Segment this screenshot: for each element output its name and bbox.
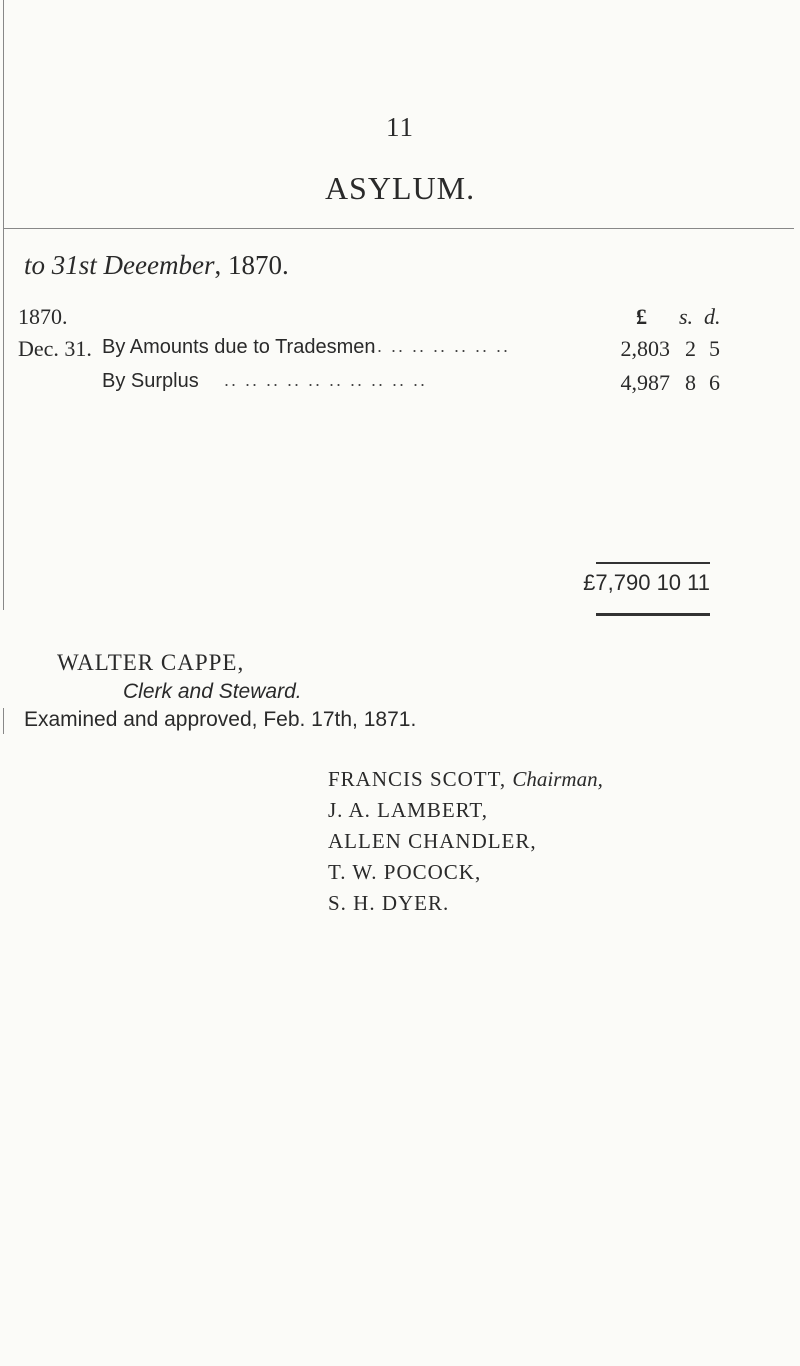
row-date: Dec. 31. — [18, 336, 92, 361]
account-row — [18, 370, 718, 400]
signatory-name: ALLEN CHANDLER, — [328, 829, 537, 853]
signatory-name: FRANCIS SCOTT, — [328, 767, 507, 791]
signatory-name: J. A. LAMBERT, — [328, 798, 488, 822]
column-pounds-header: £ — [636, 304, 647, 329]
signatory — [328, 857, 603, 888]
leader-dots: .. .. .. .. .. .. .. — [370, 336, 511, 356]
account-total: £7,790 10 11 — [583, 570, 710, 595]
page-number: 11 — [386, 112, 414, 142]
margin-rule — [3, 0, 4, 610]
column-shillings-header: s. — [679, 304, 694, 329]
clerk-name: WALTER CAPPE, — [57, 650, 245, 675]
account-year: 1870. — [18, 304, 68, 329]
row-shillings: 2 — [685, 336, 696, 361]
signatories — [328, 764, 603, 919]
signatory-name: T. W. POCOCK, — [328, 860, 482, 884]
row-description: By Surplus — [102, 370, 199, 392]
signatory — [328, 888, 603, 919]
row-shillings: 8 — [685, 370, 696, 395]
total-rule-top — [596, 562, 710, 564]
period-date: 31st Deeember — [51, 250, 215, 280]
signatory-name: S. H. DYER. — [328, 891, 450, 915]
signatory-role: Chairman, — [512, 767, 603, 791]
signatory — [328, 764, 603, 795]
row-pence: 5 — [709, 336, 720, 361]
row-pounds: 2,803 — [620, 336, 670, 361]
total-rule-bottom — [596, 613, 710, 616]
clerk-title: Clerk and Steward. — [123, 680, 302, 703]
row-pounds: 4,987 — [620, 370, 670, 395]
period-prefix: to — [24, 250, 52, 280]
period-year: , 1870. — [214, 250, 289, 280]
leader-dots: .. .. .. .. .. .. .. .. .. .. — [224, 370, 428, 390]
examined-line: Examined and approved, Feb. 17th, 1871. — [24, 708, 417, 731]
column-pence-header: d. — [704, 304, 721, 329]
account-row — [18, 336, 718, 366]
page-heading: ASYLUM. — [324, 170, 476, 206]
row-pence: 6 — [709, 370, 720, 395]
period-line — [24, 250, 289, 281]
signatory — [328, 795, 603, 826]
margin-mark — [3, 708, 4, 734]
row-description: By Amounts due to Tradesmen — [102, 336, 376, 358]
signatory — [328, 826, 603, 857]
header-rule — [4, 228, 794, 229]
